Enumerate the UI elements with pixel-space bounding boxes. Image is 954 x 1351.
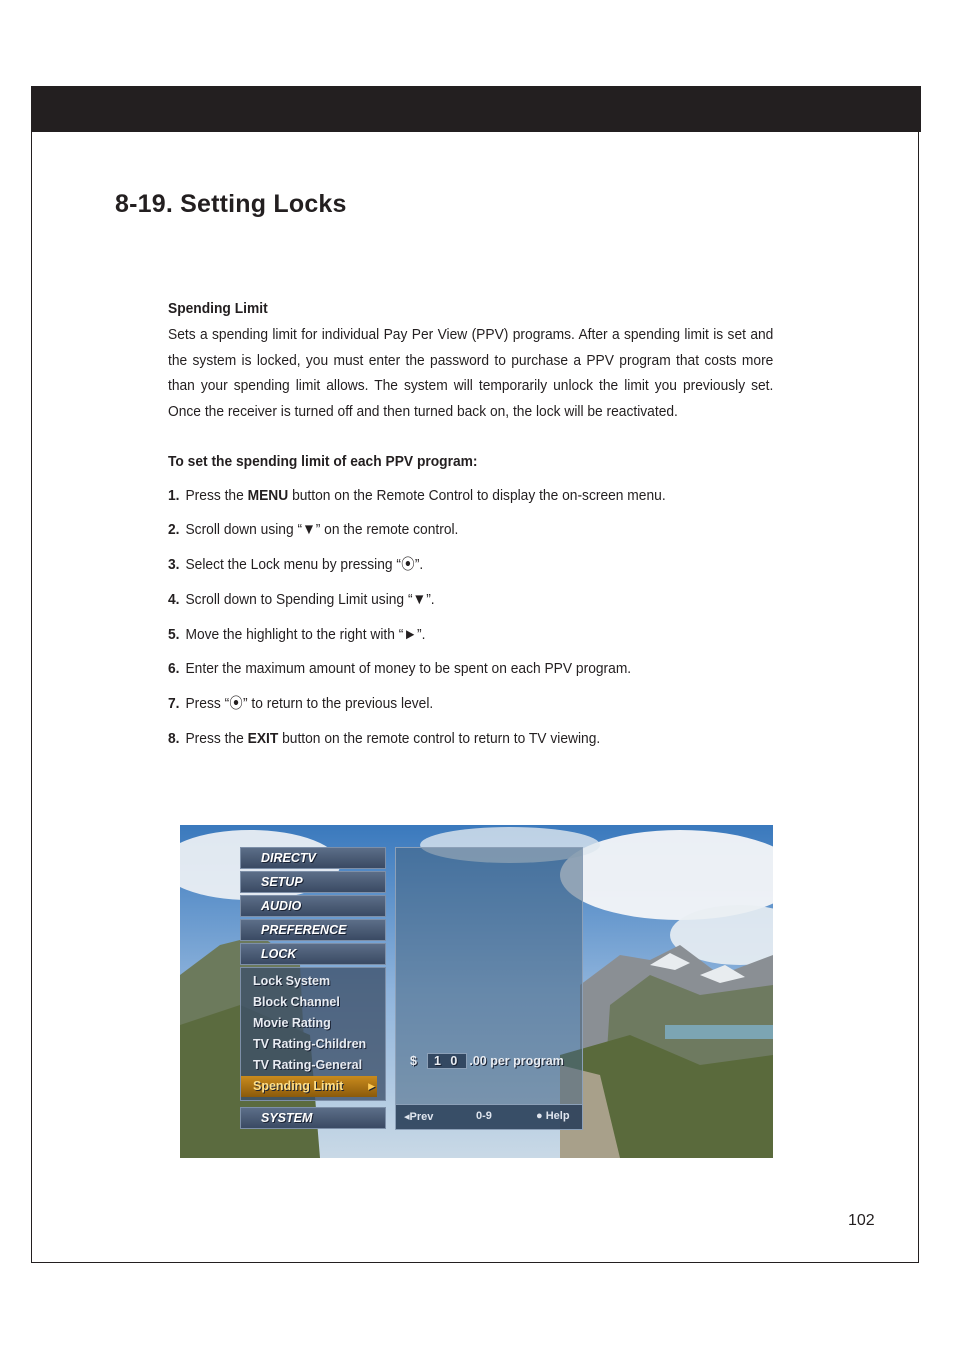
step-text-pre: Scroll down using “▼” on the remote control.: [185, 521, 459, 539]
menu-setup[interactable]: SETUP: [240, 871, 386, 893]
step-text-pre: Enter the maximum amount of money to be spent on each PPV program.: [185, 660, 632, 678]
step-text-post: button on the Remote Control to display the on-screen menu.: [288, 486, 666, 504]
step-text-post: button on the remote control to return to TV viewing.: [278, 729, 601, 747]
content: [168, 296, 774, 760]
help-circle-icon: ●: [536, 1110, 543, 1122]
step-item: [168, 691, 726, 716]
page-title: 8-19. Setting Locks: [115, 190, 347, 218]
menu-lock[interactable]: LOCK: [240, 943, 386, 965]
menu-directv[interactable]: DIRECTV: [240, 847, 386, 869]
step-item: [168, 587, 726, 612]
submenu-item[interactable]: [241, 992, 385, 1013]
chevron-right-icon: ▶: [368, 1081, 375, 1091]
value-suffix: .00 per program: [469, 1054, 564, 1068]
steps-list: [168, 483, 726, 751]
step-item: [168, 483, 726, 508]
description-paragraph: Sets a spending limit for individual Pay Per View (PPV) programs. After a spending limit is set and the system is locked, you must enter the password to purchase a PPV program that costs more than your spending limit allows. The system will temporarily unlock the limit you previously set. Once the receiver is turned off and then turned back on, the lock will be reactivated.: [168, 325, 774, 421]
tv-menu: [240, 847, 386, 1131]
step-number: 6.: [168, 660, 180, 678]
help-prev: ◂Prev: [404, 1111, 434, 1123]
submenu-item[interactable]: [241, 1055, 385, 1076]
limit-digits-input[interactable]: 1 0: [427, 1053, 467, 1069]
step-number: 2.: [168, 521, 180, 539]
spending-limit-panel: [395, 847, 583, 1130]
step-item: [168, 726, 726, 751]
section-subhead: Spending Limit: [168, 300, 268, 317]
step-number: 8.: [168, 729, 180, 747]
step-text-pre: Press “⦿” to return to the previous level.: [185, 694, 434, 712]
submenu-item-label: Block Channel: [253, 995, 340, 1009]
step-number: 1.: [168, 486, 180, 504]
lock-submenu: [240, 967, 386, 1101]
menu-audio[interactable]: AUDIO: [240, 895, 386, 917]
help-bar: [396, 1104, 582, 1129]
submenu-item[interactable]: [241, 971, 385, 992]
menu-preference[interactable]: PREFERENCE: [240, 919, 386, 941]
submenu-item[interactable]: [241, 1034, 385, 1055]
spending-limit-value: [410, 1053, 564, 1069]
submenu-item-label: TV Rating-General: [253, 1058, 363, 1072]
step-text-pre: Press the: [185, 486, 248, 504]
step-button-name: EXIT: [247, 729, 279, 747]
step-number: 7.: [168, 694, 180, 712]
tv-screenshot: [180, 825, 773, 1158]
step-number: 4.: [168, 590, 180, 608]
submenu-item[interactable]: [241, 1076, 377, 1097]
step-text-pre: Select the Lock menu by pressing “⦿”.: [185, 556, 424, 574]
submenu-item-label: Spending Limit: [253, 1079, 344, 1093]
submenu-item-label: Movie Rating: [253, 1016, 331, 1030]
step-number: 3.: [168, 556, 180, 574]
submenu-item[interactable]: [241, 1013, 385, 1034]
step-item: [168, 622, 726, 647]
help-range: 0-9: [476, 1110, 492, 1122]
step-item: [168, 552, 726, 577]
step-button-name: MENU: [247, 486, 289, 504]
submenu-item-label: TV Rating-Children: [253, 1037, 367, 1051]
menu-system[interactable]: SYSTEM: [240, 1107, 386, 1129]
step-number: 5.: [168, 625, 180, 643]
header-bar: [31, 86, 921, 132]
help-help: [536, 1110, 570, 1122]
procedure-heading: To set the spending limit of each PPV program:: [168, 452, 478, 470]
page-number: 102: [848, 1212, 875, 1229]
step-text-pre: Press the: [185, 729, 248, 747]
step-text-pre: Scroll down to Spending Limit using “▼”.: [185, 590, 435, 608]
submenu-item-label: Lock System: [253, 974, 331, 988]
step-text-pre: Move the highlight to the right with “►”.: [185, 625, 426, 643]
currency-symbol: $: [410, 1054, 417, 1068]
step-item: [168, 517, 726, 542]
help-label: Help: [545, 1110, 570, 1122]
step-item: [168, 656, 726, 681]
